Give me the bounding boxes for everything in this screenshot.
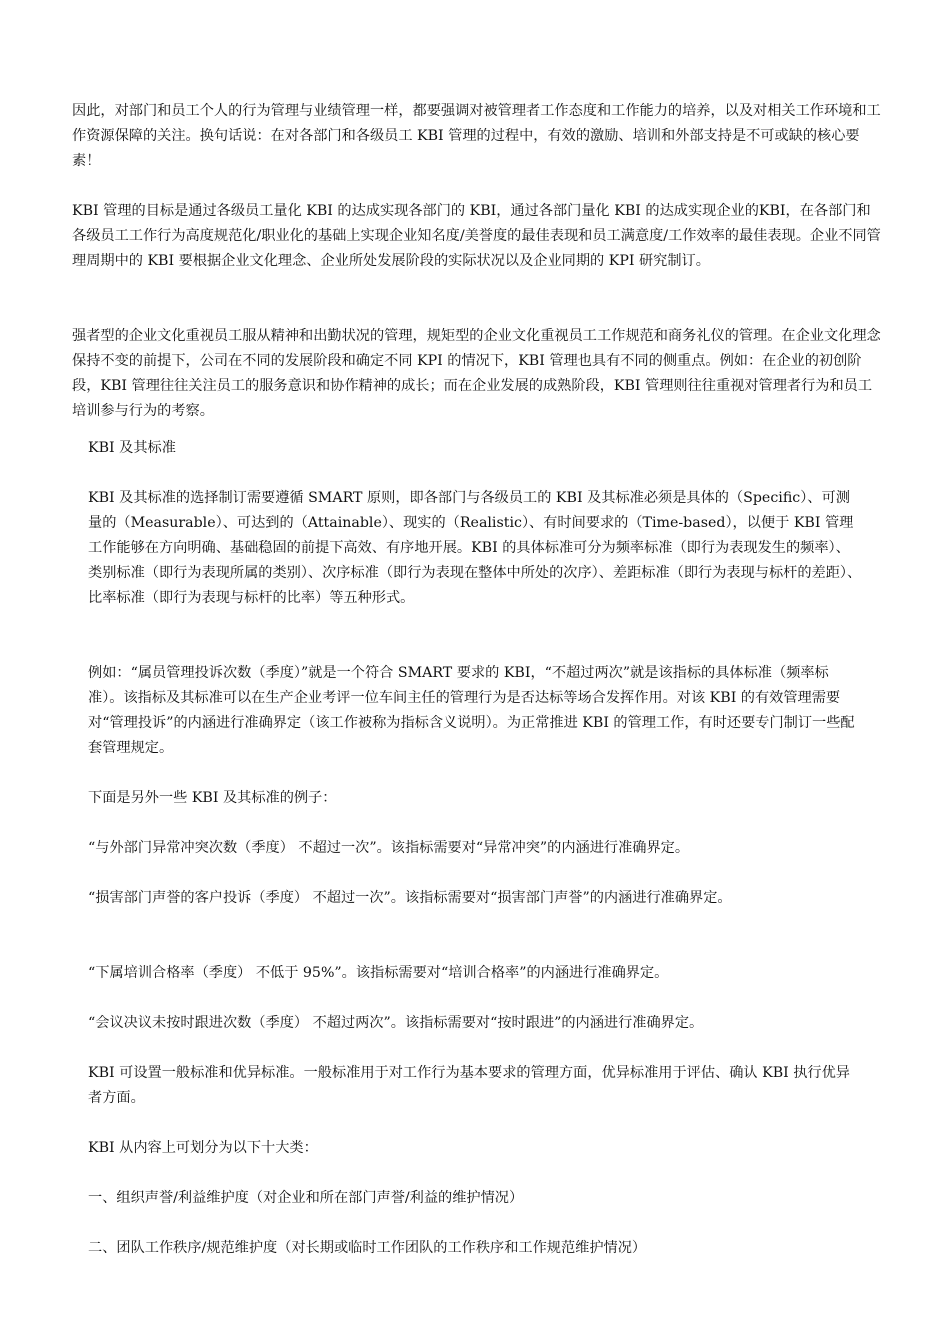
paragraph-more-examples-intro: 下面是另外一些 KBI 及其标准的例子：	[88, 790, 337, 806]
paragraph-core-elements: 因此，对部门和员工个人的行为管理与业绩管理一样，都要强调对被管理者工作态度和工作能力的培养，以及对相关工作环境和工作资源保障的关注。换句话说：在对各部门和各级员工 KBI 管理的过程中，有效的激励、培训和外部支持是不可或缺的核心要素！	[72, 103, 881, 169]
example-item-reputation: “损害部门声誉的客户投诉（季度） 不超过一次”。该指标需要对“损害部门声誉”的内涵进行准确界定。	[88, 890, 732, 906]
section-heading-kbi-standards: KBI 及其标准	[88, 440, 176, 456]
paragraph-example-complaints: 例如：“属员管理投诉次数（季度）”就是一个符合 SMART 要求的 KBI，“不超过两次”就是该指标的具体标准（频率标准）。该指标及其标准可以在生产企业考评一位车间主任的管理行为是否达标等场合发挥作用。对该 KBI 的有效管理需要对“管理投诉”的内涵进行准确界定（该工作被称为指标含义说明）。为正常推进 KBI 的管理工作，有时还要专门制订一些配套管理规定。	[88, 665, 855, 756]
category-item-2: 二、团队工作秩序/规范维护度（对长期或临时工作团队的工作秩序和工作规范维护情况）	[88, 1240, 647, 1256]
paragraph-standard-levels: KBI 可设置一般标准和优异标准。一般标准用于对工作行为基本要求的管理方面，优异标准用于评估、确认 KBI 执行优异者方面。	[88, 1065, 850, 1106]
paragraph-ten-categories-intro: KBI 从内容上可划分为以下十大类：	[88, 1140, 318, 1156]
category-item-1: 一、组织声誉/利益维护度（对企业和所在部门声誉/利益的维护情况）	[88, 1190, 524, 1206]
example-item-meeting-followup: “会议决议未按时跟进次数（季度） 不超过两次”。该指标需要对“按时跟进”的内涵进行准确界定。	[88, 1015, 704, 1031]
paragraph-smart-principle: KBI 及其标准的选择制订需要遵循 SMART 原则，即各部门与各级员工的 KBI 及其标准必须是具体的（Specific）、可测量的（Measurable）、可达到的（Attainable）、现实的（Realistic）、有时间要求的（Time-based），以便于 KBI 管理工作能够在方向明确、基础稳固的前提下高效、有序地开展。KBI 的具体标准可分为频率标准（即行为表现发生的频率）、类别标准（即行为表现所属的类别）、次序标准（即行为表现在整体中所处的次序）、差距标准（即行为表现与标杆的差距）、比率标准（即行为表现与标杆的比率）等五种形式。	[88, 490, 862, 606]
paragraph-culture-focus: 强者型的企业文化重视员工服从精神和出勤状况的管理，规矩型的企业文化重视员工工作规范和商务礼仪的管理。在企业文化理念保持不变的前提下，公司在不同的发展阶段和确定不同 KPI 的情况下，KBI 管理也具有不同的侧重点。例如：在企业的初创阶段，KBI 管理往往关注员工的服务意识和协作精神的成长；而在企业发展的成熟阶段，KBI 管理则往往重视对管理者行为和员工培训参与行为的考察。	[72, 328, 881, 419]
example-item-training-rate: “下属培训合格率（季度） 不低于 95%”。该指标需要对“培训合格率”的内涵进行准确界定。	[88, 965, 669, 981]
example-item-conflict: “与外部门异常冲突次数（季度） 不超过一次”。该指标需要对“异常冲突”的内涵进行准确界定。	[88, 840, 690, 856]
paragraph-kbi-goal: KBI 管理的目标是通过各级员工量化 KBI 的达成实现各部门的 KBI，通过各部门量化 KBI 的达成实现企业的KBI，在各部门和各级员工工作行为高度规范化/职业化的基础上实现企业知名度/美誉度的最佳表现和员工满意度/工作效率的最佳表现。企业不同管理周期中的 KBI 要根据企业文化理念、企业所处发展阶段的实际状况以及企业同期的 KPI 研究制订。	[72, 203, 881, 269]
